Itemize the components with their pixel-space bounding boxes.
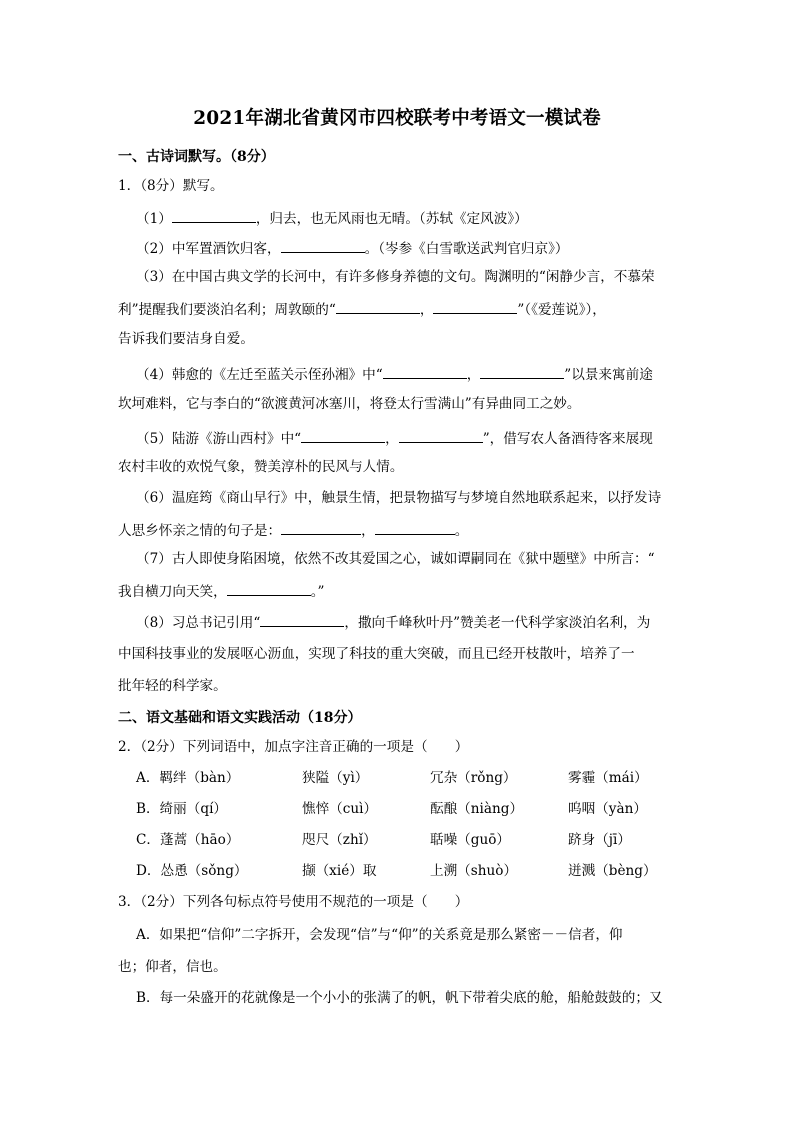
option-d-word-3: 上溯（shuò） [430,863,518,879]
option-a-word-1[interactable]: A．羁绊（bàn） [136,770,240,786]
answer-blank[interactable] [383,364,467,379]
question-1-item-4-line-1: （4）韩愈的《左迁至蓝关示侄孙湘》中“ ， ”以景来寓前途 [136,364,653,384]
question-1-item-2: （2）中军置酒饮归客， 。（岑参《白雪歌送武判官归京》） [136,238,569,258]
option-c-word-3: 聒噪（guō） [430,832,511,848]
question-1-stem: 1．（8分）默写。 [118,178,224,194]
question-1-item-3-line-2: 利”提醒我们要淡泊名利；周敦颐的“ ， ”（《爱莲说》）， [118,299,606,319]
question-1-item-6-line-2: 人思乡怀亲之情的句子是： ， 。 [118,520,468,540]
answer-blank[interactable] [433,299,517,314]
option-b-word-4: 呜咽（yàn） [568,801,647,817]
section-heading-1: 一、古诗词默写。（8分） [118,149,275,165]
question-1-item-5-line-2: 农村丰收的欢悦气象，赞美淳朴的民风与人情。 [118,459,404,475]
option-b-word-3: 酝酿（niàng） [430,801,524,817]
question-1-item-4-line-2: 坎坷难料，它与李白的“欲渡黄河冰塞川，将登太行雪满山”有异曲同工之妙。 [118,396,581,412]
option-c-word-1[interactable]: C．蓬蒿（hāo） [136,832,240,848]
question-1-item-1: （1） ，归去，也无风雨也无晴。（苏轼《定风波》） [136,208,528,228]
option-a-word-4: 雾霾（mái） [568,770,648,786]
option-a-word-3: 冗杂（rǒng） [430,770,517,786]
question-1-item-5-line-1: （5）陆游《游山西村》中“ ， ”，借写农人备酒待客来展现 [136,428,653,448]
question-1-item-7-line-1: （7）古人即使身陷困境，依然不改其爱国之心，诚如谭嗣同在《狱中题壁》中所言：“ [136,551,655,567]
answer-blank[interactable] [399,428,483,443]
option-d-word-1[interactable]: D．怂恿（sǒng） [136,863,248,879]
answer-blank[interactable] [480,364,564,379]
answer-blank[interactable] [375,520,455,535]
question-1-item-8-line-2: 中国科技事业的发展呕心沥血，实现了科技的重大突破，而且已经开枝散叶，培养了一 [118,646,635,662]
answer-blank[interactable] [281,238,365,253]
option-c-word-4: 跻身（jī） [568,832,631,848]
option-b-word-1[interactable]: B．绮丽（qí） [136,801,228,817]
answer-blank[interactable] [227,581,311,596]
page-title: 2021年湖北省黄冈市四校联考中考语文一模试卷 [193,108,601,129]
answer-blank[interactable] [336,299,420,314]
question-3-option-b-line-1[interactable]: B．每一朵盛开的花就像是一个小小的张满了的帆，帆下带着尖底的舱，船舱鼓鼓的；又 [136,990,663,1006]
question-3-stem: 3．（2分）下列各句标点符号使用不规范的一项是（ ） [118,894,469,910]
answer-blank[interactable] [301,428,385,443]
option-d-word-2: 撷（xié）取 [302,863,377,879]
answer-blank[interactable] [281,520,361,535]
option-d-word-4: 迸溅（bèng） [568,863,657,879]
question-1-item-8-line-1: （8）习总书记引用“ ，撒向千峰秋叶丹”赞美老一代科学家淡泊名利，为 [136,612,650,632]
question-3-option-a-line-1[interactable]: A．如果把“信仰”二字拆开，会发现“信”与“仰”的关系竟是那么紧密－－信者，仰 [136,927,623,943]
option-b-word-2: 憔悴（cuì） [302,801,378,817]
question-1-item-8-line-3: 批年轻的科学家。 [118,678,227,694]
question-3-option-a-line-2: 也；仰者，信也。 [118,959,227,975]
question-1-item-3-line-3: 告诉我们要洁身自爱。 [118,331,254,347]
option-a-word-2: 狭隘（yì） [302,770,369,786]
question-2-stem: 2．（2分）下列词语中，加点字注音正确的一项是（ ） [118,739,469,755]
question-1-item-6-line-1: （6）温庭筠《商山早行》中，触景生情，把景物描写与梦境自然地联系起来，以抒发诗 [136,490,662,506]
option-c-word-2: 咫尺（zhǐ） [302,832,377,848]
section-heading-2: 二、语文基础和语文实践活动（18分） [118,710,362,726]
question-1-item-7-line-2: 我自横刀向天笑， 。” [118,581,325,601]
answer-blank[interactable] [172,208,256,223]
question-1-item-3-line-1: （3）在中国古典文学的长河中，有许多修身养德的文句。陶渊明的“闲静少言，不慕荣 [136,269,655,285]
answer-blank[interactable] [260,612,344,627]
